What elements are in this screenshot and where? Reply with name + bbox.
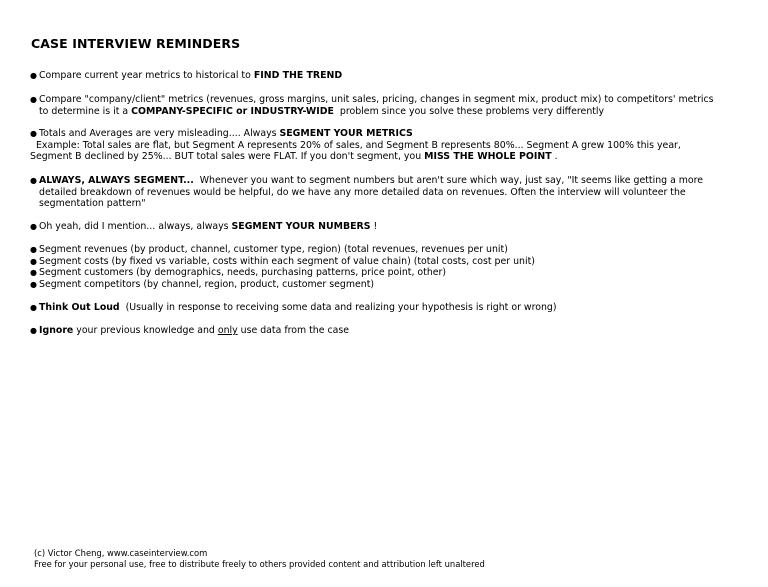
reminder-emphasis: SEGMENT YOUR METRICS bbox=[279, 128, 413, 139]
segment-text: Segment competitors (by channel, region, product, customer segment) bbox=[39, 278, 375, 290]
reminder-text: to determine is it a bbox=[39, 105, 132, 117]
reminder-segment-metrics bbox=[30, 128, 681, 163]
bullet-icon: ● bbox=[30, 129, 37, 138]
copyright-text: (c) Victor Cheng, www.caseinterview.com bbox=[34, 548, 208, 558]
reminder-emphasis: Think Out Loud bbox=[39, 302, 120, 313]
reminder-emphasis: Ignore bbox=[39, 325, 74, 336]
reminder-text: use data from the case bbox=[237, 325, 350, 336]
reminder-text: Oh yeah, did I mention... always, always bbox=[39, 221, 232, 232]
bullet-icon: ● bbox=[30, 245, 37, 254]
list-item bbox=[30, 256, 535, 268]
segment-text: Segment revenues (by product, channel, customer type, region) (total revenues, revenues per unit) bbox=[39, 244, 508, 255]
reminder-text: Compare "company/client" metrics (revenues, gross margins, unit sales, pricing, changes in segment mix, product mix) to competitors' metrics bbox=[39, 94, 714, 105]
reminder-text: Whenever you want to segment numbers but aren't sure which way, just say, "It seems like getting a more bbox=[193, 175, 704, 186]
reminder-text: ! bbox=[370, 221, 378, 232]
bullet-icon: ● bbox=[30, 279, 37, 289]
example-text: Segment B declined by 25%... BUT total sales were FLAT. If you don't segment, you bbox=[30, 151, 425, 163]
example-text: . bbox=[551, 151, 558, 163]
footer bbox=[34, 548, 485, 569]
reminder-emphasis: FIND THE TREND bbox=[253, 70, 343, 81]
example-emphasis: MISS THE WHOLE POINT bbox=[424, 151, 552, 163]
reminder-text: Totals and Averages are very misleading.... Always bbox=[39, 128, 280, 139]
page-title: CASE INTERVIEW REMINDERS bbox=[31, 36, 241, 51]
bullet-icon: ● bbox=[30, 95, 37, 104]
reminder-find-trend bbox=[30, 70, 342, 82]
reminder-text: (Usually in response to receiving some data and realizing your hypothesis is right or wrong) bbox=[119, 302, 557, 313]
example-text: Example: Total sales are flat, but Segment A represents 20% of sales, and Segment B represents 80%... Segment A grew 100% this year, bbox=[36, 139, 681, 151]
bullet-icon: ● bbox=[30, 222, 37, 231]
reminder-text: Compare current year metrics to historical to bbox=[39, 70, 254, 81]
segment-text: Segment customers (by demographics, needs, purchasing patterns, price point, other) bbox=[39, 267, 447, 279]
reminder-always-segment bbox=[30, 175, 703, 210]
bullet-icon: ● bbox=[30, 268, 37, 278]
bullet-icon: ● bbox=[30, 176, 37, 185]
bullet-icon: ● bbox=[30, 326, 37, 335]
reminder-think-out-loud bbox=[30, 302, 557, 314]
reminder-segment-numbers bbox=[30, 221, 377, 233]
underlined-word: only bbox=[217, 325, 238, 336]
reminder-compare-competitors bbox=[30, 94, 714, 117]
license-text: Free for your personal use, free to distribute freely to others provided content and attribution left unaltered bbox=[34, 558, 485, 569]
list-item bbox=[30, 244, 535, 256]
segment-list bbox=[30, 244, 535, 290]
list-item bbox=[30, 279, 535, 291]
reminder-emphasis: COMPANY-SPECIFIC or INDUSTRY-WIDE bbox=[131, 105, 334, 117]
reminder-text: segmentation pattern" bbox=[39, 198, 146, 210]
reminder-text: your previous knowledge and bbox=[73, 325, 218, 336]
reminder-ignore bbox=[30, 325, 349, 337]
bullet-icon: ● bbox=[30, 256, 37, 266]
reminder-text: problem since you solve these problems very differently bbox=[333, 105, 605, 117]
reminder-emphasis: SEGMENT YOUR NUMBERS bbox=[231, 221, 371, 232]
reminder-text: detailed breakdown of revenues would be helpful, do we have any more detailed data on revenues. Often the interview will volunteer the bbox=[39, 186, 686, 198]
list-item bbox=[30, 267, 535, 279]
segment-text: Segment costs (by fixed vs variable, costs within each segment of value chain) (total costs, cost per unit) bbox=[39, 255, 535, 267]
bullet-icon: ● bbox=[30, 303, 37, 312]
reminder-emphasis: ALWAYS, ALWAYS SEGMENT... bbox=[39, 175, 194, 186]
bullet-icon: ● bbox=[30, 71, 37, 80]
